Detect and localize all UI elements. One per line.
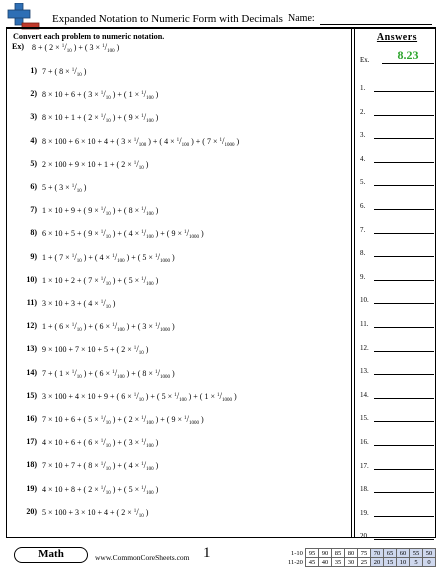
answer-field[interactable] (374, 115, 434, 116)
answer-field[interactable] (374, 469, 434, 470)
problem-expression: 7 + ( $1 \times ^1/_{10}$ ) + ( $6 \times ^1/_{100}$ ) + ( $8 \times ^1/_{1000}$ ) (42, 367, 175, 380)
footer-url: www.CommonCoreSheets.com (95, 553, 190, 562)
answer-label: 6. (360, 202, 366, 210)
fraction: $^1/_{1000}$ (154, 367, 170, 380)
worksheet-title: Expanded Notation to Numeric Form with Decimals (52, 13, 283, 25)
fraction: $^1/_{100}$ (141, 274, 154, 287)
instructions: Convert each problem to numeric notation. (13, 32, 165, 41)
answer-label: 11. (360, 320, 369, 328)
problem-expression: 8 × 10 + 6 + ( $3 \times ^1/_{10}$ ) + ( $1 \times ^1/_{100}$ ) (42, 89, 159, 102)
score-range-label: 11-20 (288, 558, 303, 566)
answer-label: 2. (360, 107, 366, 116)
answer-row (360, 410, 434, 422)
score-row (287, 558, 435, 567)
problem-number: 15) (26, 390, 37, 400)
fraction: $^1/_{10}$ (100, 228, 111, 241)
problem-row (0, 228, 345, 242)
fraction: $^1/_{100}$ (141, 112, 154, 125)
problem-expression: 8 × 10 + 1 + ( $2 \times ^1/_{10}$ ) + ( $9 \times ^1/_{100}$ ) (42, 112, 159, 125)
problem-number: 9) (30, 251, 37, 261)
score-table (287, 548, 436, 567)
answer-field[interactable] (374, 492, 434, 493)
example-answer-value: 8.23 (397, 48, 419, 62)
answer-field[interactable] (374, 209, 434, 210)
problem-expression: 7 + ( $8 \times ^1/_{10}$ ) (42, 66, 87, 78)
problem-row (0, 112, 345, 126)
answer-row (360, 151, 434, 163)
fraction: $^1/_{10}$ (71, 321, 82, 334)
problem-expression: 7 × 10 + 7 + ( $8 \times ^1/_{10}$ ) + ( $4 \times ^1/_{100}$ ) (42, 460, 159, 473)
score-cell: 80 (344, 549, 357, 558)
fraction: $^1/_{1000}$ (216, 390, 232, 403)
fraction: $^1/_{10}$ (100, 112, 111, 125)
problem-expression: 1 + ( $6 \times ^1/_{10}$ ) + ( $6 \times ^1/_{100}$ ) + ( $3 \times ^1/_{1000}$ ) (42, 321, 175, 334)
answer-row (360, 292, 434, 304)
answer-field[interactable] (374, 256, 434, 257)
fraction: $^1/_{10}$ (71, 367, 82, 380)
problem-expression: 4 × 10 + 8 + ( $2 \times ^1/_{10}$ ) + ( $5 \times ^1/_{100}$ ) (42, 483, 159, 496)
score-row (287, 549, 435, 558)
problem-row (0, 460, 345, 474)
name-label: Name: (288, 13, 315, 24)
fraction: $^1/_{100}$ (133, 135, 147, 148)
fraction: $^1/_{10}$ (100, 274, 111, 287)
answer-label: 19. (360, 508, 369, 517)
answer-label: 7. (360, 225, 366, 234)
answer-row (360, 363, 434, 375)
answer-row (360, 481, 434, 493)
problem-number: 6) (30, 182, 37, 191)
problem-number: Ex) (12, 42, 24, 51)
problem-row (0, 275, 345, 289)
answer-label: 18. (360, 485, 369, 494)
answer-label: 15. (360, 414, 369, 423)
problem-number: 5) (30, 158, 37, 168)
problem-expression: 7 × 10 + 6 + ( $5 \times ^1/_{10}$ ) + ( $2 \times ^1/_{100}$ ) + ( $9 \times ^1/_{1000}$ ) (42, 414, 204, 426)
problem-number: 3) (30, 112, 37, 122)
answer-field[interactable] (374, 516, 434, 517)
answer-field[interactable] (374, 327, 434, 328)
answer-label: 14. (360, 390, 369, 399)
answer-field[interactable] (374, 445, 434, 446)
name-line[interactable] (320, 24, 432, 25)
problem-number: 10) (26, 274, 37, 284)
fraction: $^1/_{1000}$ (154, 321, 170, 334)
problem-row (0, 89, 345, 103)
score-cell: 75 (357, 549, 370, 558)
score-cell: 30 (344, 558, 357, 567)
problem-expression: 5 × 100 + 3 × 10 + 4 + ( $2 \times ^1/_{10}$ ) (42, 506, 149, 519)
problem-expression: 2 × 100 + 9 × 10 + 1 + ( $2 \times ^1/_{10}$ ) (42, 158, 149, 171)
score-cell: 55 (409, 549, 422, 558)
score-cell: 35 (331, 558, 344, 567)
problem-row (0, 507, 345, 521)
page-number: 1 (203, 545, 211, 561)
fraction: $^1/_{10}$ (71, 251, 82, 264)
answer-line (382, 63, 434, 64)
fraction: $^1/_{10}$ (100, 298, 111, 310)
score-cell: 20 (370, 558, 383, 567)
answer-column-divider (351, 28, 355, 538)
problem-number: 7) (30, 205, 37, 215)
score-cell: 40 (318, 558, 331, 567)
score-cell: 50 (422, 549, 435, 558)
problem-row (0, 136, 345, 150)
fraction: $^1/_{1000}$ (183, 414, 199, 426)
problem-row (0, 321, 345, 335)
example-answer (360, 48, 434, 64)
problem-expression: 6 × 10 + 5 + ( $9 \times ^1/_{10}$ ) + ( $4 \times ^1/_{100}$ ) + ( $9 \times ^1/_{1000}$ ) (42, 228, 204, 241)
problem-expression: 1 × 10 + 2 + ( $7 \times ^1/_{10}$ ) + ( $5 \times ^1/_{100}$ ) (42, 274, 159, 287)
score-cell: 65 (383, 549, 396, 558)
fraction: $^1/_{100}$ (141, 437, 154, 450)
problem-row (0, 205, 345, 219)
problem-expression: 3 × 100 + 4 × 10 + 9 + ( $6 \times ^1/_{10}$ ) + ( $5 \times ^1/_{100}$ ) + ( $1 \times ^1/_{1000}$ ) (42, 390, 237, 403)
problem-number: 1) (30, 66, 37, 75)
answer-label: 4. (360, 154, 366, 163)
example-problem (0, 42, 345, 56)
fraction: $^1/_{1000}$ (154, 251, 170, 264)
answer-field[interactable] (374, 303, 434, 304)
fraction: $^1/_{10}$ (133, 506, 144, 519)
answer-label: 1. (360, 84, 366, 92)
problem-expression: 1 × 10 + 9 + ( $9 \times ^1/_{10}$ ) + ( $8 \times ^1/_{100}$ ) (42, 205, 159, 218)
problem-row (0, 298, 345, 312)
score-range-label: 1-10 (291, 549, 303, 557)
score-cell: 5 (409, 558, 422, 567)
fraction: $^1/_{10}$ (71, 66, 82, 78)
fraction: $^1/_{100}$ (141, 89, 154, 102)
score-cell: 95 (305, 549, 318, 558)
problem-expression: 8 × 100 + 6 × 10 + 4 + ( $3 \times ^1/_{100}$ ) + ( $4 \times ^1/_{100}$ ) + ( $7 \times ^1/_{1000}$ ) (42, 135, 240, 148)
problem-expression: 5 + ( $3 \times ^1/_{10}$ ) (42, 182, 87, 194)
problem-row (0, 414, 345, 428)
answer-label: 20. (360, 532, 369, 541)
answer-label: 16. (360, 438, 369, 446)
problem-number: 2) (30, 89, 37, 99)
problem-number: 12) (26, 321, 37, 331)
answer-field[interactable] (374, 539, 434, 540)
answer-field[interactable] (374, 91, 434, 92)
answer-row (360, 458, 434, 470)
answer-field[interactable] (374, 280, 434, 281)
fraction: $^1/_{10}$ (100, 483, 111, 496)
score-cell: 25 (357, 558, 370, 567)
fraction: $^1/_{10}$ (100, 414, 111, 426)
fraction: $^1/_{100}$ (141, 414, 154, 426)
problem-row (0, 484, 345, 498)
answer-row (360, 434, 434, 446)
answer-row (360, 198, 434, 210)
answer-label: 17. (360, 461, 369, 470)
fraction: $^1/_{100}$ (112, 321, 125, 334)
answer-row (360, 269, 434, 281)
answer-row (360, 387, 434, 399)
problem-row (0, 182, 345, 196)
fraction: $^1/_{100}$ (102, 42, 115, 54)
problem-number: 16) (26, 414, 37, 423)
answer-field[interactable] (374, 138, 434, 139)
score-cell: 10 (396, 558, 409, 567)
problem-row (0, 344, 345, 358)
fraction: $^1/_{10}$ (71, 182, 82, 194)
score-cell: 15 (383, 558, 396, 567)
problem-row (0, 66, 345, 80)
answer-row (360, 174, 434, 186)
fraction: $^1/_{10}$ (61, 42, 72, 54)
fraction: $^1/_{10}$ (100, 437, 111, 450)
fraction: $^1/_{100}$ (141, 228, 154, 241)
answer-row (360, 528, 434, 540)
answer-field[interactable] (374, 398, 434, 399)
subject-badge: Math (14, 547, 88, 563)
fraction: $^1/_{100}$ (174, 390, 187, 403)
fraction: $^1/_{10}$ (100, 460, 111, 473)
problem-number: 8) (30, 228, 37, 238)
fraction: $^1/_{10}$ (133, 158, 144, 171)
problem-expression: 8 + ( $2 \times ^1/_{10}$ ) + ( $3 \times ^1/_{100}$ ) (32, 42, 120, 54)
fraction: $^1/_{10}$ (100, 89, 111, 102)
answer-label: 8. (360, 249, 366, 258)
problem-number: 14) (26, 367, 37, 377)
fraction: $^1/_{100}$ (141, 460, 154, 473)
answer-row (360, 127, 434, 139)
fraction: $^1/_{100}$ (112, 251, 125, 264)
problem-row (0, 159, 345, 173)
problem-number: 11) (26, 298, 37, 307)
score-cell: 85 (331, 549, 344, 558)
problem-number: 17) (26, 437, 37, 447)
answer-row (360, 80, 434, 92)
problem-number: 4) (30, 135, 37, 145)
problem-expression: 3 × 10 + 3 + ( $4 \times ^1/_{10}$ ) (42, 298, 116, 310)
answer-row (360, 245, 434, 257)
answer-row (360, 316, 434, 328)
fraction: $^1/_{10}$ (100, 205, 111, 218)
answer-label: 13. (360, 367, 369, 376)
answer-label: 3. (360, 131, 366, 140)
answer-field[interactable] (374, 351, 434, 352)
problem-expression: 9 × 100 + 7 × 10 + 5 + ( $2 \times ^1/_{10}$ ) (42, 344, 149, 357)
fraction: $^1/_{100}$ (141, 205, 154, 218)
answer-field[interactable] (374, 421, 434, 422)
fraction: $^1/_{100}$ (141, 483, 154, 496)
fraction: $^1/_{100}$ (176, 135, 190, 148)
score-cell: 0 (422, 558, 435, 567)
answer-field[interactable] (374, 374, 434, 375)
answer-row (360, 340, 434, 352)
fraction: $^1/_{10}$ (133, 344, 144, 357)
problem-expression: 4 × 10 + 6 + ( $6 \times ^1/_{10}$ ) + ( $3 \times ^1/_{100}$ ) (42, 437, 159, 450)
score-cell: 90 (318, 549, 331, 558)
answer-row (360, 104, 434, 116)
problem-row (0, 368, 345, 382)
answer-row (360, 222, 434, 234)
fraction: $^1/_{100}$ (112, 367, 125, 380)
answer-label: 5. (360, 178, 366, 187)
fraction: $^1/_{10}$ (133, 390, 144, 403)
problem-number: 19) (26, 483, 37, 493)
problem-row (0, 391, 345, 405)
problem-expression: 1 + ( $7 \times ^1/_{10}$ ) + ( $4 \times ^1/_{100}$ ) + ( $5 \times ^1/_{1000}$ ) (42, 251, 175, 264)
answer-label: Ex. (360, 56, 370, 64)
fraction: $^1/_{1000}$ (219, 135, 235, 148)
answer-label: 10. (360, 296, 369, 305)
problem-number: 13) (26, 344, 37, 354)
score-cell: 45 (305, 558, 318, 567)
answers-title: Answers (376, 32, 418, 43)
problem-number: 18) (26, 460, 37, 470)
answer-field[interactable] (374, 162, 434, 163)
problem-number: 20) (26, 506, 37, 516)
score-cell: 70 (370, 549, 383, 558)
answer-field[interactable] (374, 233, 434, 234)
answer-row (360, 505, 434, 517)
score-cell: 60 (396, 549, 409, 558)
answer-field[interactable] (374, 185, 434, 186)
fraction: $^1/_{1000}$ (183, 228, 199, 241)
problem-row (0, 437, 345, 451)
answer-label: 12. (360, 343, 369, 352)
problem-row (0, 252, 345, 266)
answer-label: 9. (360, 272, 366, 281)
